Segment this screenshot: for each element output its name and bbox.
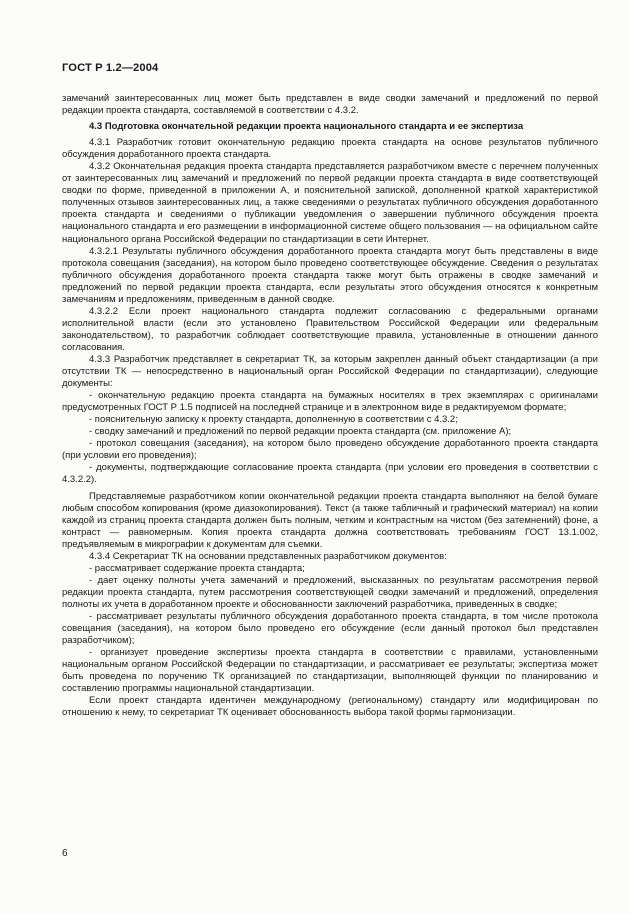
paragraph: Представляемые разработчиком копии окончательной редакции проекта стандарта выполняют на белой бумаге любым способом копирования (кроме диазокопирования). Текст (а также табличный и графический материал) на копии каждой из страниц проекта стандарта должен быть полным, четким и контрастным на чистом (без затемнений) фоне, а контраст — равномерным. Копия проекта стандарта должна соответствовать требованиям ГОСТ 13.1.002, предъявляемым в микрографии к документам для съемки. bbox=[62, 490, 598, 550]
list-item: - окончательную редакцию проекта стандарта на бумажных носителях в трех экземплярах с оригиналами предусмотренных ГОСТ Р 1.5 подписей на последней странице и в электронном виде в редактируемом формате; bbox=[62, 390, 598, 414]
paragraph: 4.3.2.1 Результаты публичного обсуждения доработанного проекта стандарта могут быть представлены в виде протокола совещания (заседания), на котором было проведено соответствующее обсуждение. Сведения о результатах публичного обсуждения доработанного проекта стандарта также могут быть отражены в сводке замечаний и предложений по первой редакции проекта стандарта, если результаты этого обсуждения относятся к конкретным замечаниям и предложениям, приведенным в данной сводке. bbox=[62, 245, 598, 305]
list-item: - пояснительную записку к проекту стандарта, дополненную в соответствии с 4.3.2; bbox=[89, 414, 458, 426]
document-body bbox=[62, 93, 598, 719]
list-item: - протокол совещания (заседания), на котором было проведено обсуждение доработанного проекта стандарта (при условии его проведения); bbox=[62, 438, 598, 462]
paragraph: 4.3.2.2 Если проект национального стандарта подлежит согласованию с федеральными органами исполнительной власти (если это установлено Правительством Российской Федерации или федеральным законодательством), то разработчик соблюдает соответствующие правила, установленные в отношении данного согласования. bbox=[62, 305, 598, 353]
paragraph: Если проект стандарта идентичен международному (региональному) стандарту или модифицирован по отношению к нему, то секретариат ТК оценивает обоснованность выбора такой формы гармонизации. bbox=[62, 695, 598, 719]
list-item: - дает оценку полноты учета замечаний и предложений, высказанных по результатам рассмотрения первой редакции проекта стандарта, путем рассмотрения соответствующей сводки замечаний и предложений, определения полноты их учета в доработанном проекте и обоснованности заключений разработчика, приведенных в сводке; bbox=[62, 574, 598, 610]
section-heading: 4.3 Подготовка окончательной редакции проекта национального стандарта и ее экспертиза bbox=[89, 121, 524, 133]
paragraph: замечаний заинтересованных лиц может быть представлен в виде сводки замечаний и предложений по первой редакции проекта стандарта, составляемой в соответствии с 4.3.2. bbox=[62, 93, 598, 117]
list-item: - сводку замечаний и предложений по первой редакции проекта стандарта (см. приложение А); bbox=[89, 426, 512, 438]
list-item: - организует проведение экспертизы проекта стандарта в соответствии с правилами, установленными национальным органом Российской Федерации по стандартизации, и рассматривает ее результаты; экспертиза может быть проведена по поручению ТК организацией по стандартизации, выполняющей функции по планированию и составлению программы национальной стандартизации. bbox=[62, 647, 598, 695]
document-header: ГОСТ Р 1.2—2004 bbox=[62, 62, 159, 74]
paragraph: 4.3.4 Секретариат ТК на основании представленных разработчиком документов: bbox=[89, 550, 447, 562]
list-item: - документы, подтверждающие согласование проекта стандарта (при условии его проведения в соответствии с 4.3.2.2). bbox=[62, 462, 598, 486]
paragraph: 4.3.2 Окончательная редакция проекта стандарта представляется разработчиком вместе с перечнем полученных от заинтересованных лиц замечаний и предложений по первой редакции проекта стандарта в виде соответствующей сводки по форме, приведенной в приложении А, и пояснительной запиской, дополненной краткой характеристикой полученных отзывов заинтересованных лиц, а также сведениями о результатах публичного обсуждения доработанного проекта стандарта и сведениями о публикации уведомления о завершении публичного обсуждения проекта национального стандарта и его размещении в информационной системе общего пользования — на официальном сайте национального органа Российской Федерации по стандартизации в сети Интернет. bbox=[62, 161, 598, 245]
list-item: - рассматривает результаты публичного обсуждения доработанного проекта стандарта, в том числе протокола совещания (заседания), на котором было проведено его обсуждение (если данный протокол был представлен разработчиком); bbox=[62, 610, 598, 647]
paragraph: 4.3.1 Разработчик готовит окончательную редакцию проекта стандарта на основе результатов публичного обсуждения доработанного проекта стандарта. bbox=[62, 137, 598, 161]
page-number: 6 bbox=[62, 848, 68, 859]
list-item: - рассматривает содержание проекта стандарта; bbox=[89, 562, 305, 574]
paragraph: 4.3.3 Разработчик представляет в секретариат ТК, за которым закреплен данный объект стандартизации (а при отсутствии ТК — непосредственно в национальный орган Российской Федерации по стандартизации), следующие документы: bbox=[62, 353, 598, 390]
